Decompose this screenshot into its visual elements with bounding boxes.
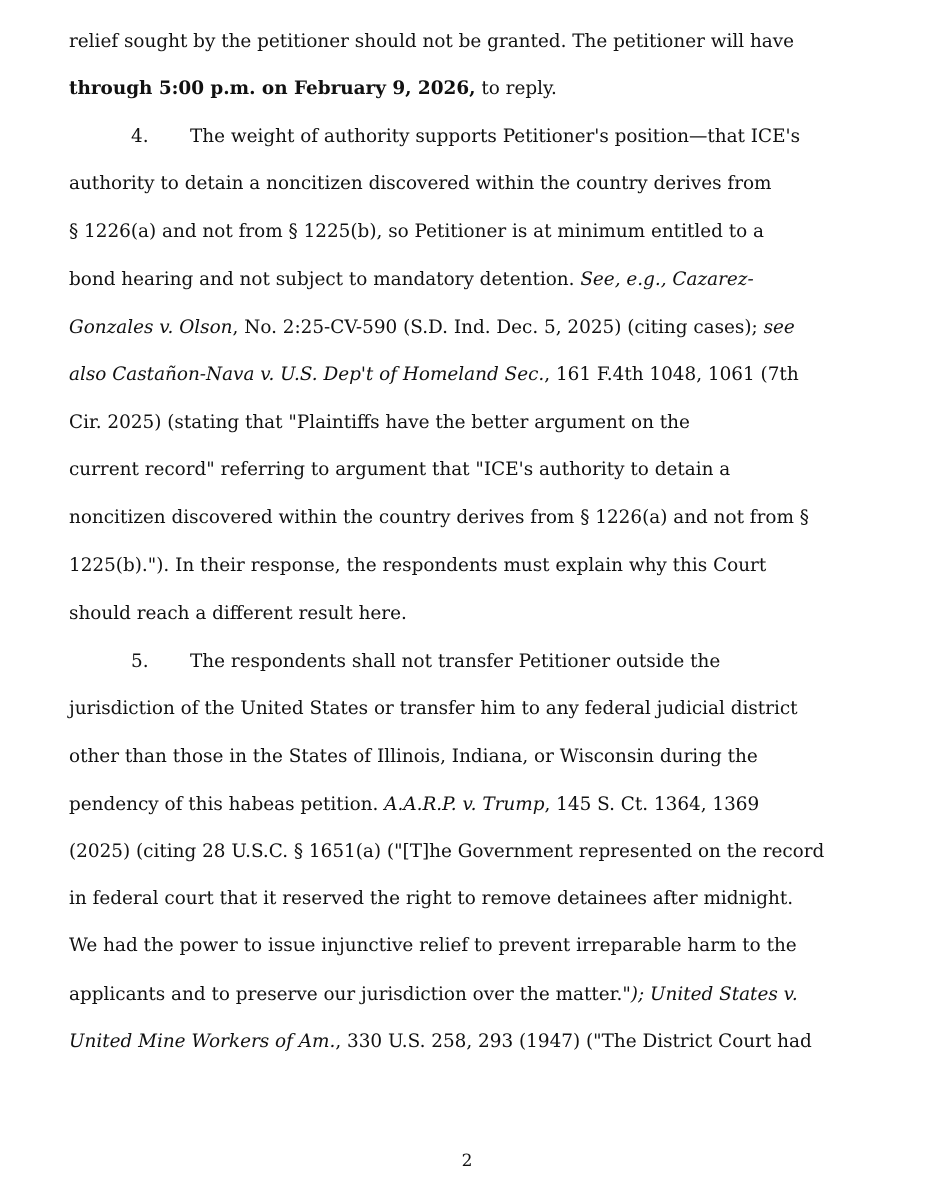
text-run: bond hearing and not subject to mandatory detention. [69, 269, 581, 290]
text-line [69, 506, 809, 530]
text-line [69, 793, 759, 817]
text-run: The respondents shall not transfer Petitioner outside the [190, 651, 721, 672]
text-run: , 161 F.4th 1048, 1061 (7th [544, 364, 799, 385]
text-run: , No. 2:25-CV-590 (S.D. Ind. Dec. 5, 2025) (citing cases); [232, 317, 764, 338]
citation-italic: see [763, 317, 795, 338]
text-line [69, 983, 798, 1007]
text-run: current record" referring to argument that "ICE's authority to detain a [69, 459, 731, 480]
text-line [69, 363, 799, 387]
text-line [69, 745, 758, 769]
text-run: other than those in the States of Illinois, Indiana, or Wisconsin during the [69, 746, 758, 767]
citation-italic: Gonzales v. Olson [69, 317, 233, 338]
text-run: 1225(b)."). In their response, the respondents must explain why this Court [69, 555, 767, 576]
text-run: to reply. [475, 78, 557, 99]
deadline-bold: through 5:00 p.m. on February 9, 2026, [69, 78, 476, 99]
citation-italic: also Castañon-Nava v. U.S. Dep't of Homeland Sec. [69, 364, 545, 385]
citation-italic: "); United States v. [622, 984, 798, 1005]
paragraph-5-start [131, 650, 720, 674]
citation-italic: See, e.g., Cazarez- [580, 269, 754, 290]
text-run: The weight of authority supports Petitioner's position—that ICE's [190, 126, 801, 147]
text-run: Cir. 2025) (stating that "Plaintiffs have the better argument on the [69, 412, 690, 433]
citation-italic: United Mine Workers of Am. [69, 1031, 336, 1052]
text-line [69, 172, 772, 196]
paragraph-number: 4. [131, 126, 149, 147]
text-run: authority to detain a noncitizen discovered within the country derives from [69, 173, 772, 194]
text-line [69, 316, 795, 340]
text-run: in federal court that it reserved the right to remove detainees after midnight. [69, 888, 794, 909]
text-line [69, 840, 824, 864]
text-run: pendency of this habeas petition. [69, 794, 385, 815]
text-line [69, 1030, 812, 1054]
text-line [69, 30, 794, 54]
text-run: jurisdiction of the United States or transfer him to any federal judicial district [69, 698, 798, 719]
text-run: , 145 S. Ct. 1364, 1369 [544, 794, 760, 815]
text-line [69, 77, 557, 101]
text-line [69, 554, 766, 578]
text-run: (2025) (citing 28 U.S.C. § 1651(a) ("[T]he Government represented on the record [69, 841, 825, 862]
text-run: We had the power to issue injunctive relief to prevent irreparable harm to the [69, 935, 797, 956]
text-run: applicants and to preserve our jurisdiction over the matter. [69, 984, 623, 1005]
text-line [69, 411, 690, 435]
text-line [69, 887, 793, 911]
text-line [69, 220, 764, 244]
citation-italic: A.A.R.P. v. Trump [384, 794, 545, 815]
text-run: noncitizen discovered within the country derives from § 1226(a) and not from § [69, 507, 809, 528]
paragraph-4-start [131, 125, 800, 149]
paragraph-number: 5. [131, 651, 149, 672]
text-line [69, 458, 730, 482]
text-line [69, 697, 798, 721]
text-line [69, 268, 754, 292]
text-line [69, 934, 797, 958]
text-run: should reach a different result here. [69, 603, 407, 624]
text-run: relief sought by the petitioner should not be granted. The petitioner will have [69, 31, 795, 52]
text-run: , 330 U.S. 258, 293 (1947) ("The District Court had [335, 1031, 812, 1052]
text-run: § 1226(a) and not from § 1225(b), so Petitioner is at minimum entitled to a [69, 221, 764, 242]
page-number: 2 [461, 1151, 473, 1171]
text-line [69, 602, 407, 626]
